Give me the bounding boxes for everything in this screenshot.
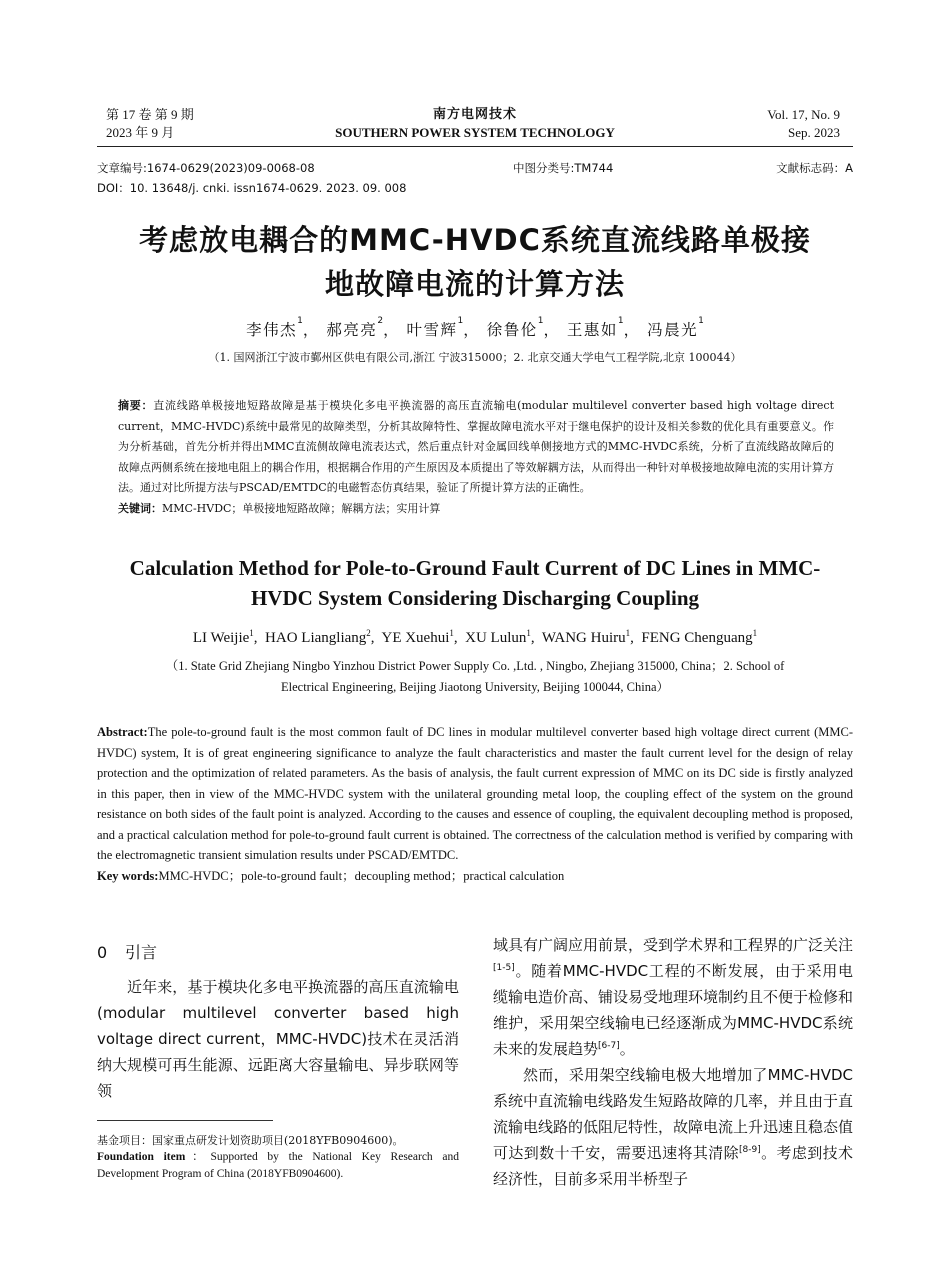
- abstract-en-text: The pole-to-ground fault is the most common fault of DC lines in modular multilevel converter based high voltage direct current (MMC-HVDC) system, It is of great engineering significance to analyze the fault characteristics and master the fault current level for the design of relay protection and the optimization of related parameters. As the basis of analysis, the fault current expression of MMC on its DC side is firstly analyzed in this paper, then in view of the MMC-HVDC system with the unilateral grounding metal loop, the coupling effect of the system on the ground resistance on both sides of the fault point is analyzed. According to the causes and essence of coupling, the equivalent decoupling method is proposed, and a practical calculation method for pole-to-ground fault current is obtained. The correctness of the calculation method is verified by comparing with the electromagnetic transient simulation results under PSCAD/EMTDC.: [97, 725, 853, 862]
- journal-name-en: SOUTHERN POWER SYSTEM TECHNOLOGY: [335, 125, 615, 140]
- affiliation-cn: （1. 国网浙江宁波市鄞州区供电有限公司,浙江 宁波315000；2. 北京交通大学电气工程学院,北京 100044）: [208, 351, 742, 364]
- footnote-en-label: Foundation item: [97, 1151, 186, 1163]
- intro-paragraph-1-cont: 域具有广阔应用前景，受到学术界和工程界的广泛关注[1-5]。随着MMC-HVDC工程的不断发展，由于采用电缆输电造价高、铺设易受地理环境制约且不便于检修和维护，采用架空线输电已经逐渐成为MMC-HVDC系统未来的发展趋势[6-7]。: [493, 936, 854, 1058]
- author-en: HAO Liangliang$^2$: [265, 628, 371, 646]
- journal-name-cn: 南方电网技术: [432, 107, 517, 122]
- abstract-en-label: Abstract:: [97, 725, 148, 739]
- section-heading: [97, 940, 459, 966]
- abstract-cn-label: 摘要：: [118, 399, 154, 412]
- author-en: FENG Chenguang$^1$: [641, 628, 758, 646]
- header-right: [767, 106, 840, 142]
- author-en: YE Xuehui$^1$: [381, 628, 454, 646]
- author-cn: 李伟杰$^1$: [246, 316, 303, 339]
- citation-ref: [8-9]: [739, 1145, 761, 1155]
- affiliation-en-line2: Electrical Engineering, Beijing Jiaotong University, Beijing 100044, China）: [280, 680, 669, 694]
- authors-en: LI Weijie$^1$, HAO Liangliang$^2$, YE Xuehui$^1$, XU Lulun$^1$, WANG Huiru$^1$, FENG Chenguang$^1$: [192, 628, 758, 646]
- clc-number: 中图分类号:TM744: [513, 161, 614, 175]
- body-right-column: [493, 932, 853, 1192]
- author-en: LI Weijie$^1$: [192, 628, 254, 646]
- author-en: WANG Huiru$^1$: [541, 628, 631, 646]
- abstract-cn: [118, 396, 834, 519]
- citation-ref: [6-7]: [598, 1041, 620, 1051]
- keywords-cn-text: MMC-HVDC；单极接地短路故障；解耦方法；实用计算: [162, 501, 441, 515]
- abstract-en: [97, 722, 853, 886]
- author-cn: 徐鲁伦$^1$: [486, 316, 544, 339]
- doi: DOI：10. 13648/j. cnki. issn1674-0629. 2023. 09. 008: [97, 181, 407, 195]
- volume-cn: 第 17 卷 第 9 期: [106, 107, 194, 122]
- authors-cn: 李伟杰$^1$， 郝亮亮$^2$， 叶雪辉$^1$， 徐鲁伦$^1$， 王惠如$^1$， 冯晨光$^1$: [246, 316, 704, 339]
- body-left-column: [97, 940, 459, 1104]
- footnote-rule: [97, 1120, 273, 1121]
- article-number: 文章编号:1674-0629(2023)09-0068-08: [97, 161, 315, 175]
- author-cn: 王惠如$^1$: [566, 316, 624, 339]
- footnote-en: [97, 1149, 459, 1183]
- volume-en: Vol. 17, No. 9: [767, 107, 840, 122]
- author-cn: 叶雪辉$^1$: [406, 316, 464, 339]
- title-cn-line2: 地故障电流的计算方法: [324, 267, 625, 301]
- affiliation-en-line1: （1. State Grid Zhejiang Ningbo Yinzhou District Power Supply Co. ,Ltd. , Ningbo, Zhejiang 315000, China；2. School of: [165, 659, 785, 673]
- title-cn: [80, 218, 870, 306]
- keywords-en-label: Key words:: [97, 868, 159, 883]
- document-code: 文献标志码：A: [776, 161, 853, 175]
- abstract-en-body: [97, 722, 853, 866]
- author-en: XU Lulun$^1$: [465, 628, 531, 646]
- header-rule: [97, 146, 853, 147]
- keywords-en-text: MMC-HVDC；pole-to-ground fault；decoupling method；practical calculation: [158, 868, 565, 883]
- header-center: [300, 106, 650, 142]
- title-cn-line1: 考虑放电耦合的MMC-HVDC系统直流线路单极接: [139, 223, 811, 257]
- footnote-cn: 基金项目：国家重点研发计划资助项目(2018YFB0904600)。: [97, 1134, 404, 1147]
- affiliation-en: [110, 656, 840, 698]
- date-en: Sep. 2023: [788, 125, 840, 140]
- date-cn: 2023 年 9 月: [106, 125, 175, 140]
- abstract-cn-body: [118, 396, 834, 499]
- abstract-cn-text: 直流线路单极接地短路故障是基于模块化多电平换流器的高压直流输电(modular multilevel converter based high voltage direct current，MMC-HVDC)系统中最常见的故障类型，分析其故障特性、掌握故障电流水平对于继电保护的设计及相关参数的优化具有重要意义。作为分析基础，首先分析并得出MMC直流侧故障电流表达式，然后重点针对金属回线单侧接地方式的MMC-HVDC系统，分析了直流线路故障后的故障点两侧系统在接地电阻上的耦合作用，根据耦合作用的产生原因及本质提出了等效解耦方法，从而得出一种针对单极接地故障电流的实用计算方法。通过对比所提方法与PSCAD/EMTDC的电磁暂态仿真结果，验证了所提计算方法的正确性。: [118, 399, 835, 494]
- section-number: 0: [97, 943, 108, 962]
- author-cn: 冯晨光$^1$: [647, 316, 704, 339]
- title-en-line2: HVDC System Considering Discharging Coupling: [250, 586, 700, 610]
- keywords-cn-label: 关键词：: [118, 501, 162, 515]
- section-title: 引言: [125, 943, 158, 962]
- keywords-en: [97, 866, 853, 887]
- header-left: [106, 106, 194, 142]
- keywords-cn: [118, 499, 834, 520]
- title-en-line1: Calculation Method for Pole-to-Ground Fault Current of DC Lines in MMC-: [129, 556, 821, 580]
- meta-left: [97, 158, 406, 198]
- intro-paragraph-1: 近年来，基于模块化多电平换流器的高压直流输电(modular multilevel converter based high voltage direct current，MMC-HVDC)技术在灵活消纳大规模可再生能源、远距离大容量输电、异步联网等领: [97, 978, 459, 1100]
- footnote: [97, 1132, 459, 1183]
- title-en: [97, 553, 853, 613]
- intro-paragraph-2: 然而，采用架空线输电极大地增加了MMC-HVDC系统中直流输电线路发生短路故障的几率，并且由于直流输电线路的低阻尼特性，故障电流上升迅速且稳态值可达到数十千安，需要迅速将其清除[8-9]。考虑到技术经济性，目前多采用半桥型子: [493, 1066, 854, 1188]
- citation-ref: [1-5]: [493, 963, 515, 973]
- author-cn: 郝亮亮$^2$: [326, 316, 384, 339]
- footnote-en-text: ：Supported by the National Key Research and Development Program of China (2018YFB0904600).: [97, 1151, 459, 1180]
